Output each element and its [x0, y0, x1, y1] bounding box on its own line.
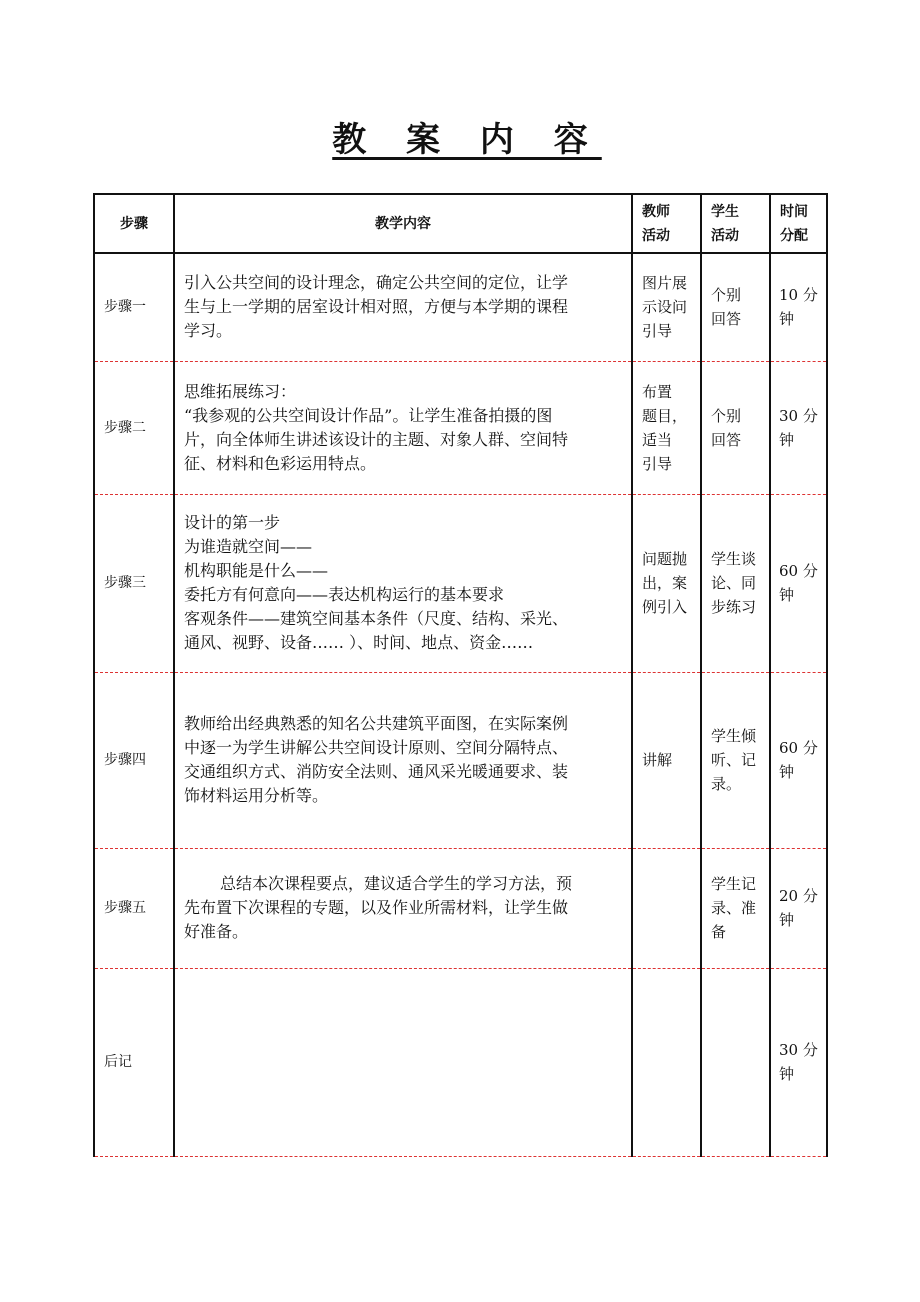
- content-cell: [174, 672, 632, 848]
- header-time: 时间 分配: [770, 194, 827, 253]
- content-cell-line: 设计的第一步: [184, 513, 281, 532]
- content-cell: [174, 968, 632, 1156]
- student-activity-cell-line: 论、同: [711, 574, 757, 592]
- content-cell-line: 通风、视野、设备…… ）、时间、地点、资金……: [184, 633, 534, 652]
- teacher-activity-cell: [632, 848, 701, 968]
- table-row: [94, 848, 827, 968]
- step-cell: 步骤二: [94, 361, 174, 494]
- content-cell: [174, 848, 632, 968]
- step-cell: 步骤四: [94, 672, 174, 848]
- teacher-activity-cell: [632, 672, 701, 848]
- student-activity-cell-line: 备: [711, 923, 727, 941]
- content-cell-line: 饰材料运用分析等。: [184, 786, 329, 805]
- time-cell-line: 30 分: [779, 406, 818, 425]
- content-cell: [174, 253, 632, 361]
- table-row: [94, 672, 827, 848]
- time-cell-line: 60 分: [779, 562, 818, 580]
- content-cell-line: 为谁造就空间——: [184, 537, 313, 556]
- content-cell-line: “我参观的公共空间设计作品”。让学生准备拍摄的图: [184, 405, 553, 425]
- content-cell-line: 中逐一为学生讲解公共空间设计原则、空间分隔特点、: [184, 738, 569, 757]
- time-cell-line: 10 分: [779, 286, 818, 305]
- page-title: 教 案 内 容: [332, 120, 602, 160]
- content-cell-line: 交通组织方式、消防安全法则、通风采光暖通要求、装: [184, 762, 569, 781]
- teacher-activity-cell-line: 引导: [642, 454, 673, 473]
- teacher-activity-cell-line: 引导: [642, 322, 673, 341]
- teacher-activity-cell: [632, 494, 701, 672]
- teacher-activity-cell-line: 问题抛: [642, 550, 688, 568]
- header-teacher: 教师 活动: [632, 194, 701, 253]
- time-cell: [770, 494, 827, 672]
- content-cell-line: 征、材料和色彩运用特点。: [184, 453, 377, 473]
- content-cell-line: 委托方有何意向——表达机构运行的基本要求: [184, 585, 505, 604]
- content-cell-line: 学习。: [184, 321, 233, 341]
- lesson-plan-table: [93, 193, 828, 1157]
- teacher-activity-cell-line: 例引入: [642, 598, 688, 616]
- content-cell-line: 先布置下次课程的专题，以及作业所需材料，让学生做: [184, 898, 569, 917]
- header-content: 教学内容: [174, 194, 632, 253]
- student-activity-cell-line: 步练习: [711, 598, 757, 616]
- time-cell-line: 钟: [779, 430, 795, 449]
- teacher-activity-cell-line: 出，案: [642, 574, 688, 592]
- content-cell-line: 片，向全体师生讲述该设计的主题、对象人群、空间特: [184, 429, 569, 449]
- student-activity-cell-line: 学生记: [711, 875, 757, 893]
- student-activity-cell-line: 个别: [711, 406, 742, 425]
- student-activity-cell: [701, 253, 770, 361]
- time-cell-line: 20 分: [779, 887, 818, 905]
- content-cell-line: 机构职能是什么——: [184, 561, 329, 580]
- time-cell: [770, 361, 827, 494]
- student-activity-cell-line: 录。: [711, 775, 742, 793]
- teacher-activity-cell: [632, 253, 701, 361]
- content-cell-line: 教师给出经典熟悉的知名公共建筑平面图，在实际案例: [184, 714, 569, 733]
- student-activity-cell: [701, 968, 770, 1156]
- time-cell-line: 钟: [779, 911, 795, 929]
- content-cell-line: 总结本次课程要点，建议适合学生的学习方法，预: [220, 874, 573, 893]
- step-cell: 后记: [94, 968, 174, 1156]
- time-cell: [770, 672, 827, 848]
- time-cell-line: 钟: [779, 586, 795, 604]
- time-cell-line: 60 分: [779, 739, 818, 757]
- student-activity-cell-line: 个别: [711, 286, 742, 305]
- teacher-activity-cell-line: 题目，: [642, 406, 688, 425]
- teacher-activity-cell-line: 示设问: [642, 298, 688, 317]
- teacher-activity-cell-line: 适当: [642, 430, 673, 449]
- student-activity-cell-line: 学生倾: [711, 727, 757, 745]
- table-header-row: [94, 194, 827, 253]
- header-step: 步骤: [94, 194, 174, 253]
- teacher-activity-cell-line: 讲解: [642, 751, 673, 769]
- student-activity-cell: [701, 494, 770, 672]
- student-activity-cell-line: 回答: [711, 430, 742, 449]
- student-activity-cell-line: 听、记: [711, 751, 757, 769]
- time-cell-line: 钟: [779, 763, 795, 781]
- header-student: 学生 活动: [701, 194, 770, 253]
- content-cell: [174, 494, 632, 672]
- content-cell-line: 生与上一学期的居室设计相对照，方便与本学期的课程: [184, 297, 569, 317]
- table-row: [94, 968, 827, 1156]
- content-cell-line: 思维拓展练习：: [184, 381, 297, 401]
- step-cell: 步骤五: [94, 848, 174, 968]
- student-activity-cell: [701, 361, 770, 494]
- step-cell: 步骤一: [94, 253, 174, 361]
- time-cell: [770, 848, 827, 968]
- table-row: [94, 361, 827, 494]
- teacher-activity-cell-line: 图片展: [642, 274, 688, 293]
- student-activity-cell-line: 学生谈: [711, 550, 757, 568]
- teacher-activity-cell-line: 布置: [642, 382, 673, 401]
- student-activity-cell-line: 录、准: [711, 899, 757, 917]
- time-cell: [770, 253, 827, 361]
- time-cell-line: 30 分: [779, 1041, 818, 1059]
- content-cell-line: 引入公共空间的设计理念，确定公共空间的定位，让学: [184, 273, 569, 293]
- teacher-activity-cell: [632, 968, 701, 1156]
- content-cell: [174, 361, 632, 494]
- student-activity-cell: [701, 848, 770, 968]
- time-cell-line: 钟: [779, 310, 795, 329]
- student-activity-cell-line: 回答: [711, 310, 742, 329]
- content-cell-line: 好准备。: [184, 922, 249, 941]
- teacher-activity-cell: [632, 361, 701, 494]
- student-activity-cell: [701, 672, 770, 848]
- content-cell-line: 客观条件——建筑空间基本条件（尺度、结构、采光、: [184, 609, 569, 628]
- time-cell: [770, 968, 827, 1156]
- step-cell: 步骤三: [94, 494, 174, 672]
- time-cell-line: 钟: [779, 1065, 795, 1083]
- table-row: [94, 494, 827, 672]
- table-row: [94, 253, 827, 361]
